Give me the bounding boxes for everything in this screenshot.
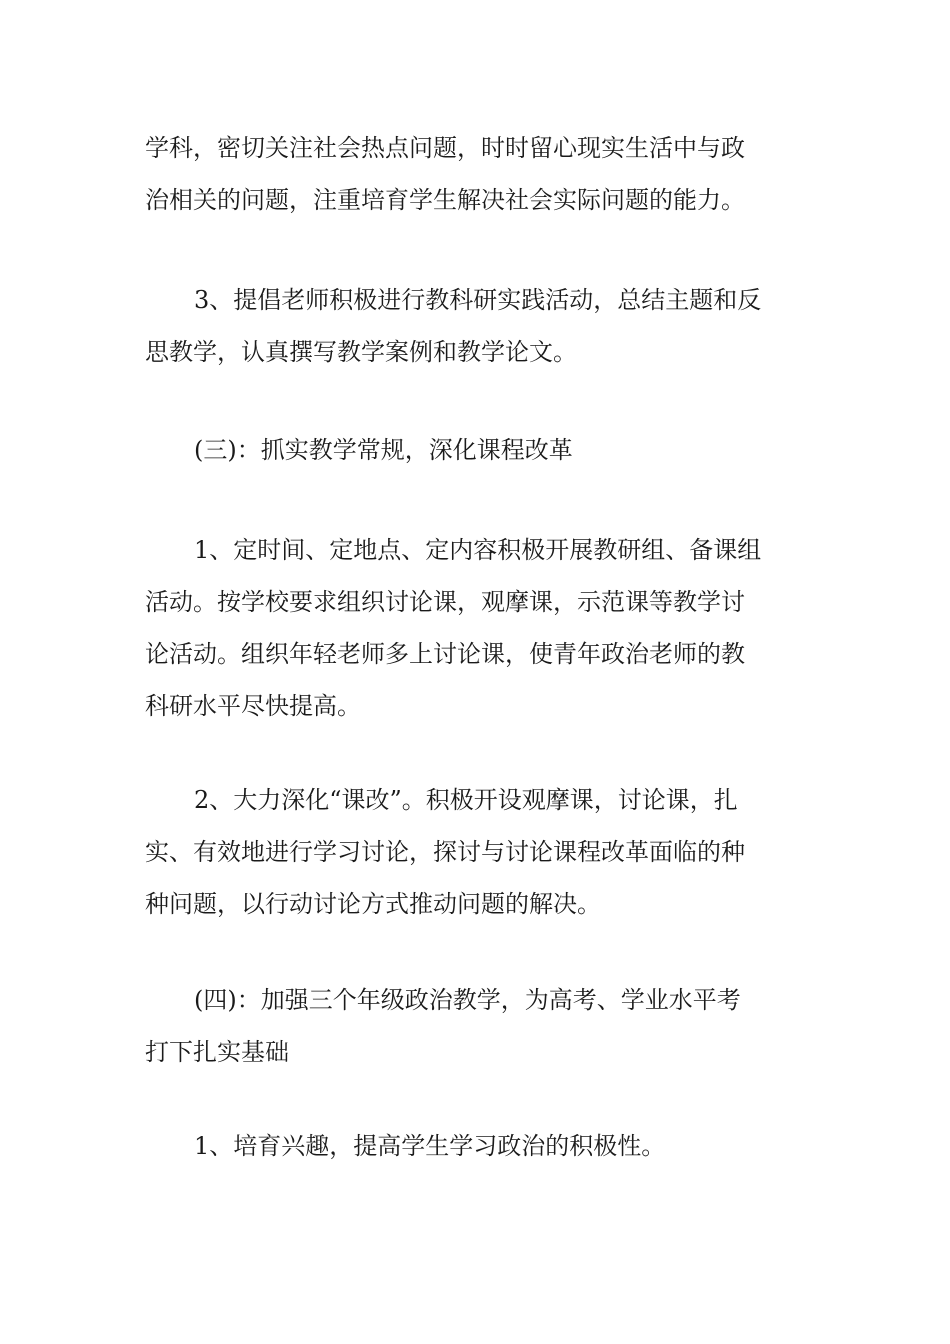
paragraph-item-2-reform <box>145 774 815 930</box>
text-line: 打下扎实基础 <box>145 1038 289 1066</box>
section-heading-3 <box>145 424 815 476</box>
text-line: (四)：加强三个年级政治教学，为高考、学业水平考 <box>194 986 741 1014</box>
text-line: 思教学，认真撰写教学案例和教学论文。 <box>145 338 577 366</box>
text-line: (三)：抓实教学常规，深化课程改革 <box>194 436 573 464</box>
section-heading-4 <box>145 974 815 1078</box>
text-line: 论活动。组织年轻老师多上讨论课，使青年政治老师的教 <box>145 640 745 668</box>
paragraph-item-1-interest <box>145 1120 815 1172</box>
text-line: 3、提倡老师积极进行教科研实践活动，总结主题和反 <box>194 286 762 314</box>
text-line: 种问题，以行动讨论方式推动问题的解决。 <box>145 890 601 918</box>
text-line: 2、大力深化“课改”。积极开设观摩课，讨论课，扎 <box>194 786 738 814</box>
text-line: 科研水平尽快提高。 <box>145 692 361 720</box>
paragraph-item-3-research <box>145 274 815 378</box>
text-line: 活动。按学校要求组织讨论课，观摩课，示范课等教学讨 <box>145 588 745 616</box>
text-line: 学科，密切关注社会热点问题，时时留心现实生活中与政 <box>145 134 745 162</box>
paragraph-item-1-activities <box>145 524 815 732</box>
text-line: 1、定时间、定地点、定内容积极开展教研组、备课组 <box>194 536 762 564</box>
text-line: 治相关的问题，注重培育学生解决社会实际问题的能力。 <box>145 186 745 214</box>
paragraph-continued-subject-focus <box>145 122 815 226</box>
text-line: 实、有效地进行学习讨论，探讨与讨论课程改革面临的种 <box>145 838 745 866</box>
text-line: 1、培育兴趣，提高学生学习政治的积极性。 <box>194 1132 666 1160</box>
